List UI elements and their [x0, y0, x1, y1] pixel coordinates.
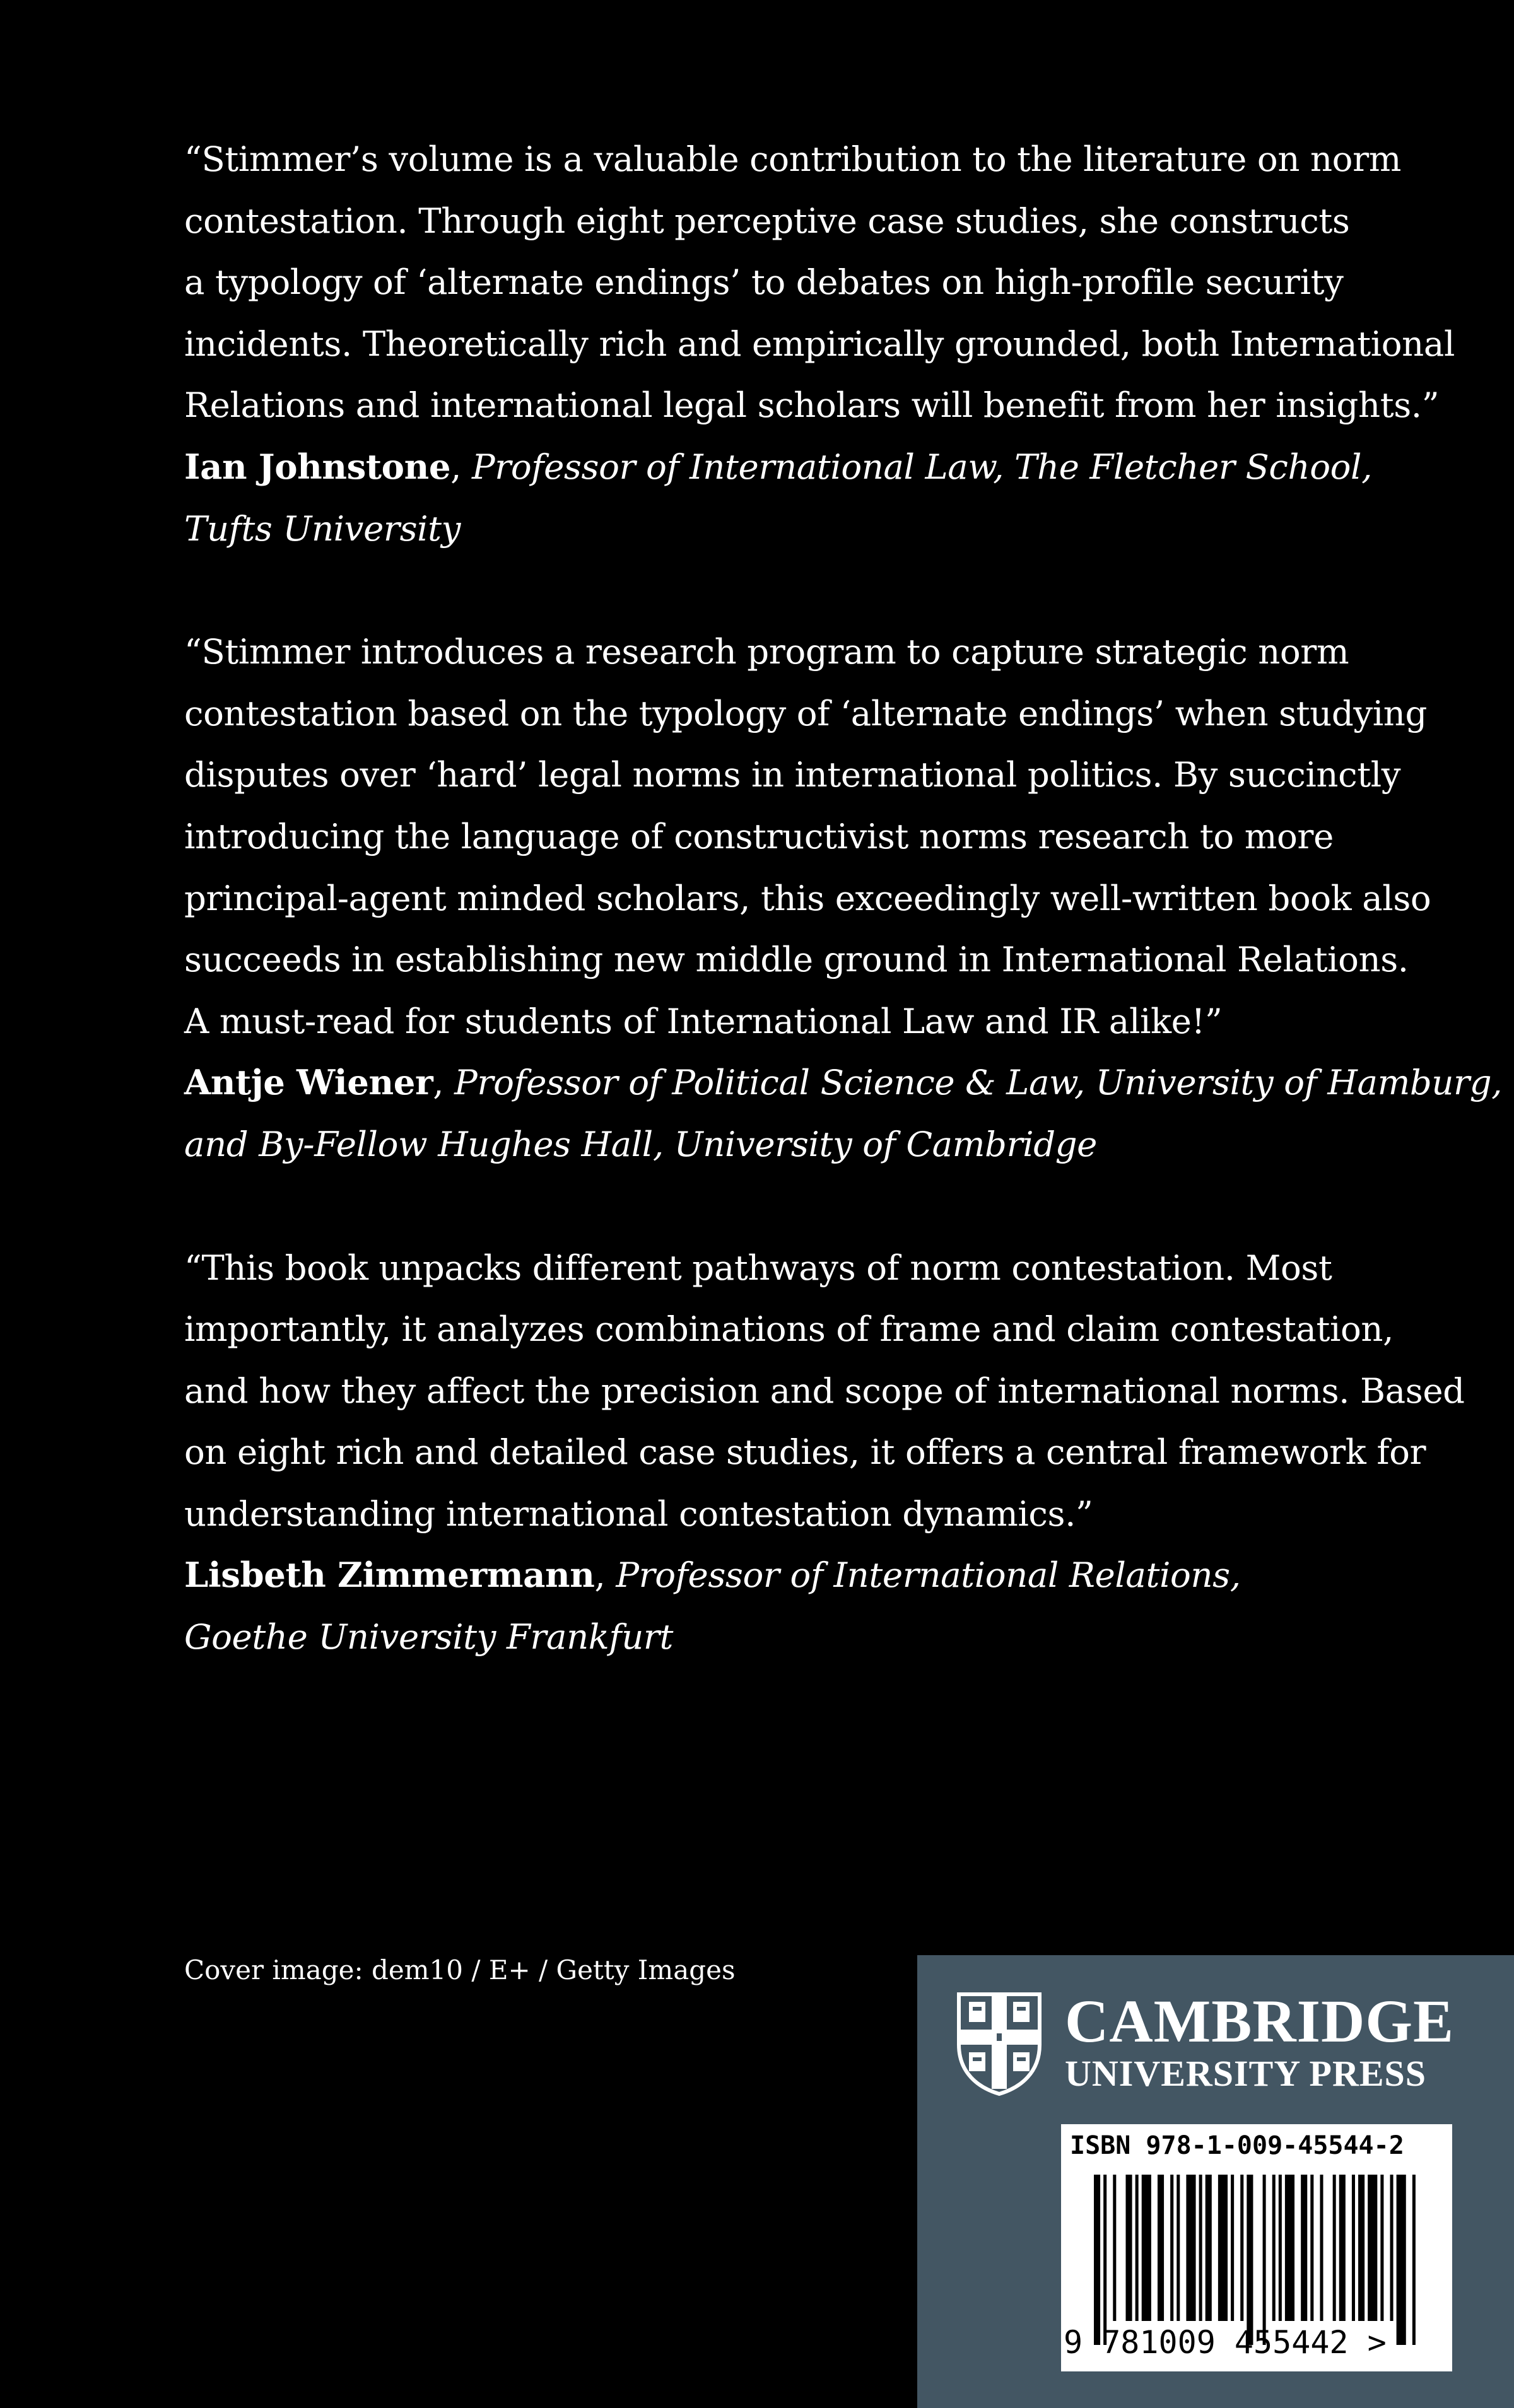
barcode-bar [1285, 2175, 1294, 2321]
barcode-bar [1177, 2175, 1180, 2321]
quote-line: importantly, it analyzes combinations of frame and claim contestation, [184, 1309, 1394, 1350]
quote-line: Relations and international legal scholars will benefit from her insights.” [184, 385, 1440, 426]
barcode-bar [1218, 2175, 1228, 2321]
publisher-name-line2: UNIVERSITY PRESS [1065, 2053, 1427, 2094]
quote-line: on eight rich and detailed case studies, it offers a central framework for [184, 1432, 1426, 1473]
endorser-name: Lisbeth Zimmermann [184, 1555, 595, 1596]
publisher-panel [917, 1955, 1514, 2408]
cambridge-crest-icon [955, 1990, 1043, 2096]
barcode-bar [1333, 2175, 1336, 2321]
barcode-bar [1397, 2175, 1406, 2345]
barcode-bar [1240, 2175, 1243, 2321]
endorser-name: Antje Wiener [184, 1062, 433, 1103]
barcode-bar [1358, 2175, 1364, 2321]
barcode-bar [1368, 2175, 1377, 2321]
quote-line: contestation. Through eight perceptive case studies, she constructs [184, 200, 1350, 241]
barcode-bar [1301, 2175, 1307, 2321]
endorser-title: Professor of Political Science & Law, University of Hamburg, [454, 1062, 1503, 1103]
quote-line: A must-read for students of International Law and IR alike!” [184, 1000, 1223, 1041]
publisher-logo [955, 1980, 1454, 2107]
quote-line: “This book unpacks different pathways of norm contestation. Most [184, 1247, 1332, 1288]
barcode-digits: 9 781009 455442 > [1064, 2324, 1387, 2361]
barcode-bar [1142, 2175, 1151, 2321]
barcode-bar [1103, 2175, 1106, 2345]
barcode-bar [1310, 2175, 1313, 2321]
quote-line: and how they affect the precision and scope of international norms. Based [184, 1370, 1465, 1411]
barcode-bar [1170, 2175, 1173, 2321]
barcode-bar [1186, 2175, 1195, 2321]
isbn-label: ISBN 978-1-009-45544-2 [1070, 2131, 1404, 2160]
barcode-bar [1279, 2175, 1282, 2321]
quote-line: understanding international contestation dynamics.” [184, 1493, 1093, 1534]
barcode-bar [1231, 2175, 1234, 2321]
publisher-name [1065, 1987, 1455, 2096]
quote-line: contestation based on the typology of ‘alternate endings’ when studying [184, 693, 1427, 734]
endorser-affiliation: Goethe University Frankfurt [184, 1616, 674, 1657]
barcode-bar [1272, 2175, 1276, 2321]
barcode-bar [1094, 2175, 1100, 2345]
endorsement-1 [184, 129, 1455, 559]
barcode-bar [1158, 2175, 1164, 2321]
barcode-bar [1390, 2175, 1394, 2321]
barcode-bar [1113, 2175, 1116, 2321]
endorser-title: Professor of International Relations, [616, 1555, 1241, 1596]
endorser-title: Professor of International Law, The Fletcher School, [471, 446, 1373, 487]
cover-image-credit: Cover image: dem10 / E+ / Getty Images [184, 1955, 736, 1985]
endorser-affiliation: and By-Fellow Hughes Hall, University of Cambridge [184, 1123, 1098, 1164]
endorser-affiliation: Tufts University [184, 508, 461, 549]
barcode-bar [1136, 2175, 1139, 2321]
attribution: Lisbeth Zimmermann, Professor of International Relations, [184, 1555, 1241, 1596]
endorser-name: Ian Johnstone [184, 446, 451, 487]
endorsement-2 [184, 621, 1503, 1175]
publisher-name-line1: CAMBRIDGE [1065, 1987, 1455, 2055]
quote-line: a typology of ‘alternate endings’ to debates on high-profile security [184, 262, 1344, 303]
quote-line: principal-agent minded scholars, this exceedingly well-written book also [184, 877, 1431, 918]
barcode-bar [1125, 2175, 1132, 2321]
attribution: Antje Wiener, Professor of Political Science & Law, University of Hamburg, [184, 1062, 1503, 1103]
quote-line: disputes over ‘hard’ legal norms in international politics. By succinctly [184, 754, 1401, 795]
barcode-bar [1247, 2175, 1253, 2345]
barcode-bar [1339, 2175, 1346, 2321]
isbn-barcode [1061, 2124, 1452, 2371]
quote-line: “Stimmer’s volume is a valuable contribution to the literature on norm [184, 139, 1401, 179]
barcode-bar [1412, 2175, 1416, 2345]
quote-line: “Stimmer introduces a research program to capture strategic norm [184, 631, 1349, 672]
barcode-bar [1320, 2175, 1323, 2321]
barcode-bar [1199, 2175, 1202, 2321]
quote-line: incidents. Theoretically rich and empirically grounded, both International [184, 323, 1455, 364]
barcode-bars [1094, 2175, 1422, 2345]
barcode-bar [1380, 2175, 1383, 2321]
quote-line: succeeds in establishing new middle ground in International Relations. [184, 939, 1409, 980]
attribution: Ian Johnstone, Professor of International Law, The Fletcher School, [184, 446, 1373, 487]
endorsement-3 [184, 1237, 1465, 1668]
barcode-bar [1352, 2175, 1355, 2321]
barcode-bar [1263, 2175, 1266, 2345]
quote-line: introducing the language of constructivist norms research to more [184, 815, 1334, 856]
endorsements-section [184, 129, 1503, 1668]
barcode-bar [1206, 2175, 1212, 2321]
